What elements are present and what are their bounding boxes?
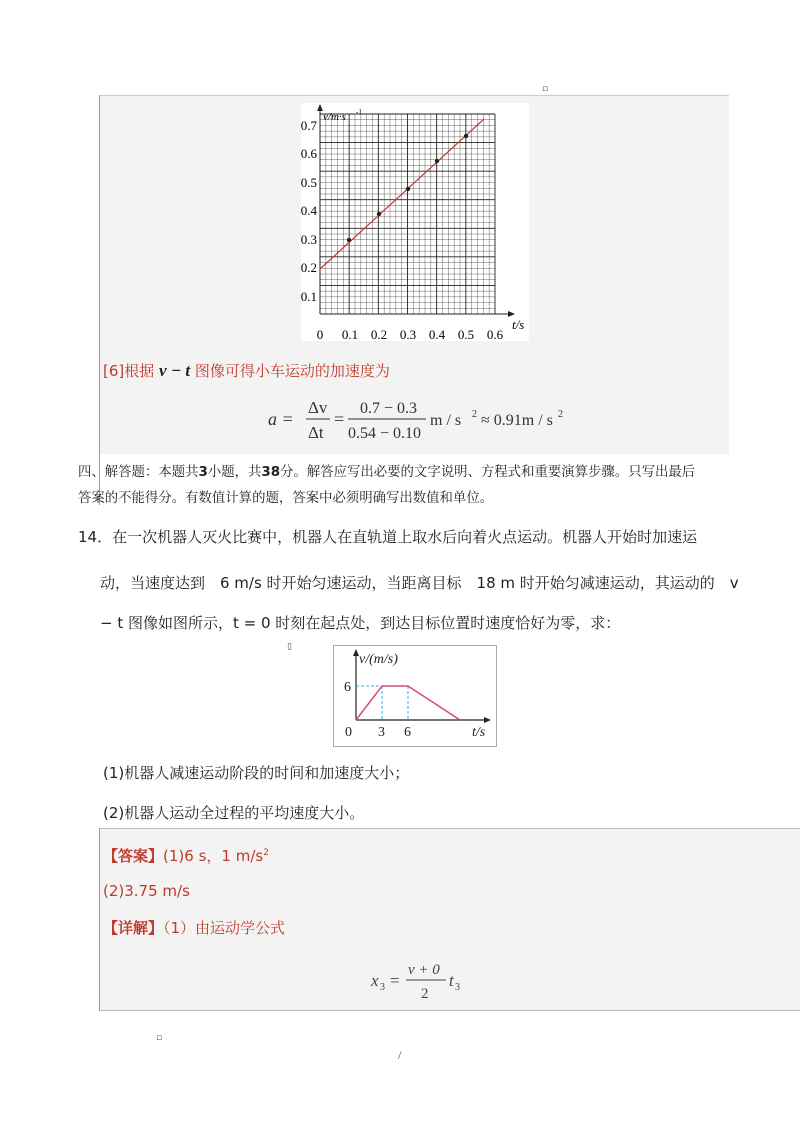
acceleration-formula-svg (268, 396, 568, 442)
format-mark: ▫ (542, 84, 549, 94)
acceleration-formula (268, 396, 568, 442)
x-tick-label: 0.3 (399, 327, 417, 341)
formula-den1: Δt (308, 423, 324, 442)
formula-sq: 2 (472, 409, 477, 420)
x-axis-label: t/s (512, 317, 525, 332)
data-point (347, 238, 351, 242)
vt-graph-1-svg (301, 103, 529, 341)
y-tick-label: 6 (344, 680, 351, 695)
formula-unit: m / s (430, 412, 462, 429)
question-14-line-2: 动，当速度达到 6 m/s 时开始匀速运动，当距离目标 18 m 时开始匀减速运动，其运动的 v (100, 574, 739, 592)
total-points: 38 (261, 465, 281, 480)
y-tick-label: 0.7 (301, 118, 317, 133)
detail-text: （1）由运动学公式 (163, 919, 286, 937)
x-tick-label: 6 (404, 725, 411, 740)
formula2-eq: = (390, 971, 400, 990)
y-tick-label: 0.5 (301, 175, 317, 190)
x-tick-label: 0.6 (486, 327, 504, 341)
formula2-t: t (449, 971, 454, 990)
x-tick-label: 0.4 (428, 327, 446, 341)
sub-question-1: (1)机器人减速运动阶段的时间和加速度大小； (103, 764, 410, 782)
data-point (435, 159, 439, 163)
answer-line-1 (103, 845, 269, 866)
section-4-text: 分。解答应写出必要的文字说明、方程式和重要演算步骤。只写出最后 (280, 465, 696, 480)
question-14-line-3: − t 图像如图所示，t = 0 时刻在起点处，到达目标位置时速度恰好为零，求： (100, 614, 621, 632)
section-4-line-2: 答案的不能得分。有数值计算的题，答案中必须明确写出数值和单位。 (78, 491, 494, 506)
question-count: 3 (198, 465, 208, 480)
formula-approx: ≈ 0.91m / s (481, 412, 553, 429)
formula-num2: 0.7 − 0.3 (360, 400, 418, 417)
y-tick-label: 0.6 (301, 146, 317, 161)
data-point (377, 212, 381, 216)
answer-tag: 【答案】 (103, 847, 164, 865)
formula-eq: = (334, 409, 345, 429)
displacement-formula-svg (368, 957, 468, 1002)
answer-1-exp: 2 (263, 848, 269, 858)
vt-graph-2 (333, 645, 497, 747)
formula2-lhs-sub: 3 (380, 982, 385, 993)
y-tick-label: 0.3 (301, 232, 317, 247)
formula-sq: 2 (558, 409, 563, 420)
step-6-suffix: 图像可得小车运动的加速度为 (194, 362, 390, 380)
section-4-text: 四、解答题：本题共 (78, 465, 199, 480)
answer-2: (2)3.75 m/s (103, 882, 190, 900)
formula-num1: Δv (308, 398, 328, 417)
y-tick-label: 0.1 (301, 289, 317, 304)
x-tick-label: 0.1 (341, 327, 359, 341)
formula2-num: v + 0 (408, 962, 440, 978)
x-tick-label: 0.2 (370, 327, 388, 341)
displacement-formula (368, 957, 468, 1002)
page-mark: / (398, 1048, 402, 1062)
section-4-text: 小题，共 (207, 465, 262, 480)
data-point (464, 134, 468, 138)
y-axis-label: v/m·s (323, 111, 346, 123)
formula2-den: 2 (421, 986, 429, 1002)
x-tick-label: 0 (345, 725, 352, 740)
answer-1: (1)6 s，1 m/s (163, 847, 264, 865)
vt-symbol: v − t (159, 361, 191, 380)
y-axis-arrow (317, 104, 323, 111)
question-14-line-1: 14．在一次机器人灭火比赛中，机器人在直轨道上取水后向着火点运动。机器人开始时加速运 (78, 528, 698, 546)
formula2-lhs: x (371, 971, 379, 990)
x-tick-label: 3 (378, 725, 385, 740)
graph-grid (320, 114, 495, 314)
detail-tag: 【详解】 (103, 919, 164, 937)
format-mark: ▯ (287, 642, 292, 652)
section-4-line-1 (78, 460, 758, 486)
x-tick-label: 0 (316, 327, 324, 341)
format-mark: ▫ (156, 1033, 163, 1043)
section-4-header (78, 460, 758, 512)
vt-graph-1 (301, 103, 529, 341)
detail-line (103, 917, 285, 938)
y-axis-label: v/(m/s) (359, 652, 398, 667)
formula-lhs: a = (268, 409, 294, 429)
formula2-t-sub: 3 (455, 982, 460, 993)
formula-den2: 0.54 − 0.10 (348, 425, 422, 442)
y-tick-label: 0.2 (301, 260, 317, 275)
data-point (406, 187, 410, 191)
x-axis-arrow (484, 717, 491, 723)
step-6-prefix: [6]根据 (103, 362, 155, 380)
y-tick-label: 0.4 (301, 203, 317, 218)
vt-graph-2-svg (334, 646, 496, 746)
sub-question-2: (2)机器人运动全过程的平均速度大小。 (103, 804, 365, 822)
y-axis-label-exp: -1 (356, 108, 362, 116)
x-axis-label: t/s (472, 725, 486, 740)
step-6-text (103, 360, 390, 381)
x-tick-label: 0.5 (457, 327, 475, 341)
